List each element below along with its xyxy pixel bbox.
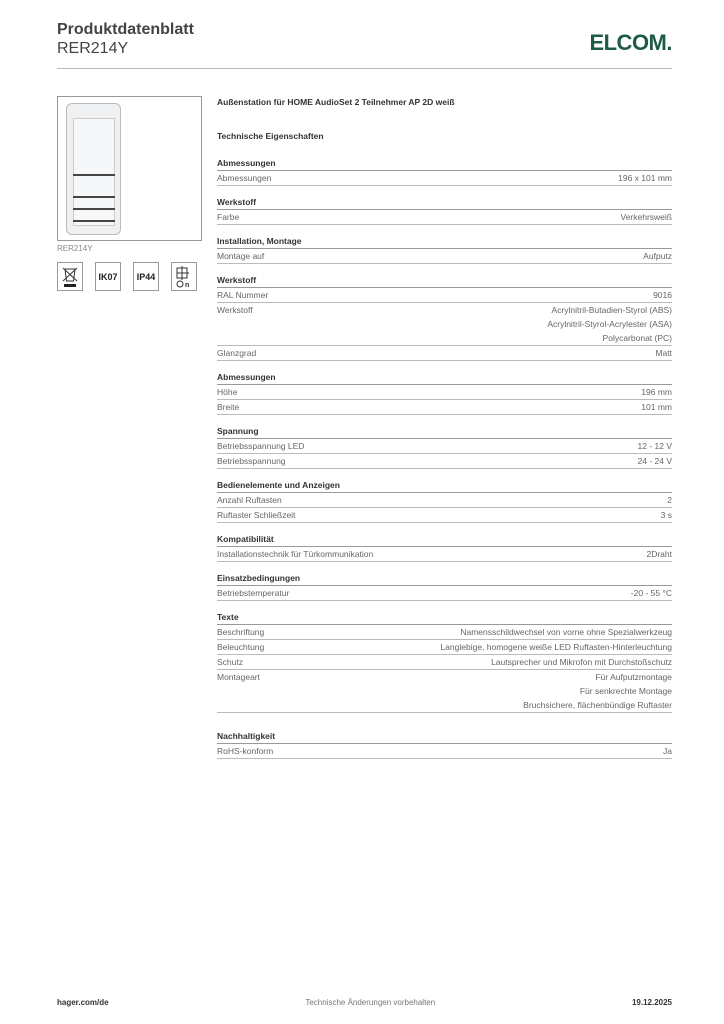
- spec-label: RAL Nummer: [217, 290, 269, 300]
- section-heading: Spannung: [217, 424, 672, 439]
- spec-value: 9016: [653, 290, 672, 300]
- spec-label: Glanzgrad: [217, 348, 257, 358]
- svg-text:n: n: [185, 281, 190, 288]
- spec-row: [217, 640, 672, 655]
- spec-value: Matt: [655, 348, 672, 358]
- spec-row: [217, 670, 672, 713]
- certification-badges: [57, 262, 197, 291]
- specifications: [217, 96, 672, 759]
- product-image: [57, 96, 202, 241]
- spec-label: Farbe: [217, 212, 240, 222]
- section-heading: Abmessungen: [217, 156, 672, 171]
- section-heading: Werkstoff: [217, 273, 672, 288]
- spec-label: Anzahl Ruftasten: [217, 495, 282, 505]
- spec-section: [217, 234, 672, 264]
- spec-row: [217, 547, 672, 562]
- product-title: Außenstation für HOME AudioSet 2 Teilnehmer AP 2D weiß: [217, 97, 455, 107]
- spec-label: Breite: [217, 402, 240, 412]
- spec-value: Ja: [663, 746, 672, 756]
- spec-value: 24 - 24 V: [637, 456, 672, 466]
- section-heading: Einsatzbedingungen: [217, 571, 672, 586]
- spec-value: 2: [667, 495, 672, 505]
- spec-row: [217, 439, 672, 454]
- image-caption: RER214Y: [57, 244, 93, 253]
- section-heading: Abmessungen: [217, 370, 672, 385]
- device-illustration: [66, 103, 121, 235]
- spec-value: Für Aufputzmontage Für senkrechte Montage Bruchsichere, flächenbündige Ruftaster: [523, 672, 672, 710]
- spec-label: Betriebsspannung LED: [217, 441, 305, 451]
- section-heading: Installation, Montage: [217, 234, 672, 249]
- elcom-logo: ELCOM.: [589, 30, 672, 55]
- spec-section: [217, 424, 672, 469]
- spec-label: Montage auf: [217, 251, 265, 261]
- spec-value: Aufputz: [643, 251, 672, 261]
- spec-section: [217, 571, 672, 601]
- spec-section: [217, 532, 672, 562]
- spec-label: Werkstoff: [217, 305, 253, 315]
- spec-value: 12 - 12 V: [637, 441, 672, 451]
- spec-label: Betriebstemperatur: [217, 588, 290, 598]
- spec-value: Namensschildwechsel von vorne ohne Spezialwerkzeug: [460, 627, 672, 637]
- spec-row: [217, 454, 672, 469]
- spec-row: [217, 586, 672, 601]
- ip44-badge: IP44: [133, 262, 159, 291]
- spec-value: 3 s: [660, 510, 672, 520]
- spec-value: 2Draht: [646, 549, 672, 559]
- section-heading: Kompatibilität: [217, 532, 672, 547]
- section-heading: Nachhaltigkeit: [217, 729, 672, 744]
- spec-row: [217, 346, 672, 361]
- spec-section: [217, 610, 672, 713]
- tech-heading: Technische Eigenschaften: [217, 131, 324, 141]
- spec-section: [217, 195, 672, 225]
- spec-row: [217, 400, 672, 415]
- section-heading: Werkstoff: [217, 195, 672, 210]
- spec-row: [217, 303, 672, 346]
- footer-website: hager.com/de: [57, 998, 109, 1007]
- spec-section: [217, 478, 672, 523]
- spec-row: [217, 385, 672, 400]
- spec-row: [217, 493, 672, 508]
- spec-label: Höhe: [217, 387, 238, 397]
- spec-value: -20 - 55 °C: [630, 588, 672, 598]
- spec-label: Betriebsspannung: [217, 456, 286, 466]
- spec-section: [217, 156, 672, 186]
- spec-row: [217, 655, 672, 670]
- spec-label: Ruftaster Schließzeit: [217, 510, 296, 520]
- spec-value: 101 mm: [641, 402, 672, 412]
- spec-row: [217, 249, 672, 264]
- spec-label: RoHS-konform: [217, 746, 274, 756]
- spec-label: Beschriftung: [217, 627, 265, 637]
- spec-row: [217, 508, 672, 523]
- spec-row: [217, 171, 672, 186]
- spec-section: [217, 370, 672, 415]
- weee-icon: [57, 262, 83, 291]
- spec-value: Langlebige, homogene weiße LED Ruftasten-Hinterleuchtung: [440, 642, 672, 652]
- spec-label: Installationstechnik für Türkommunikation: [217, 549, 374, 559]
- product-code: RER214Y: [57, 40, 129, 57]
- section-heading: Texte: [217, 610, 672, 625]
- footer-disclaimer: Technische Änderungen vorbehalten: [305, 998, 436, 1007]
- spec-section: [217, 729, 672, 759]
- spec-value: 196 x 101 mm: [618, 173, 672, 183]
- spec-label: Schutz: [217, 657, 243, 667]
- section-heading: Bedienelemente und Anzeigen: [217, 478, 672, 493]
- header-divider: [57, 68, 672, 69]
- spec-label: Beleuchtung: [217, 642, 265, 652]
- ik07-badge: IK07: [95, 262, 121, 291]
- spec-label: Montageart: [217, 672, 260, 682]
- spec-value: Acrylnitril-Butadien-Styrol (ABS) Acrylnitril-Styrol-Acrylester (ASA) Polycarbonat (PC): [547, 305, 672, 343]
- footer-date: 19.12.2025: [631, 998, 672, 1007]
- spec-row: [217, 625, 672, 640]
- spec-row: [217, 210, 672, 225]
- spec-label: Abmessungen: [217, 173, 272, 183]
- spec-section: [217, 273, 672, 361]
- spec-value: Verkehrsweiß: [620, 212, 672, 222]
- spec-value: 196 mm: [641, 387, 672, 397]
- document-title: Produktdatenblatt: [57, 21, 194, 38]
- spec-row: [217, 744, 672, 759]
- spec-value: Lautsprecher und Mikrofon mit Durchstoßschutz: [491, 657, 672, 667]
- installation-icon: [171, 262, 197, 291]
- spec-row: [217, 288, 672, 303]
- footer: [57, 998, 672, 1007]
